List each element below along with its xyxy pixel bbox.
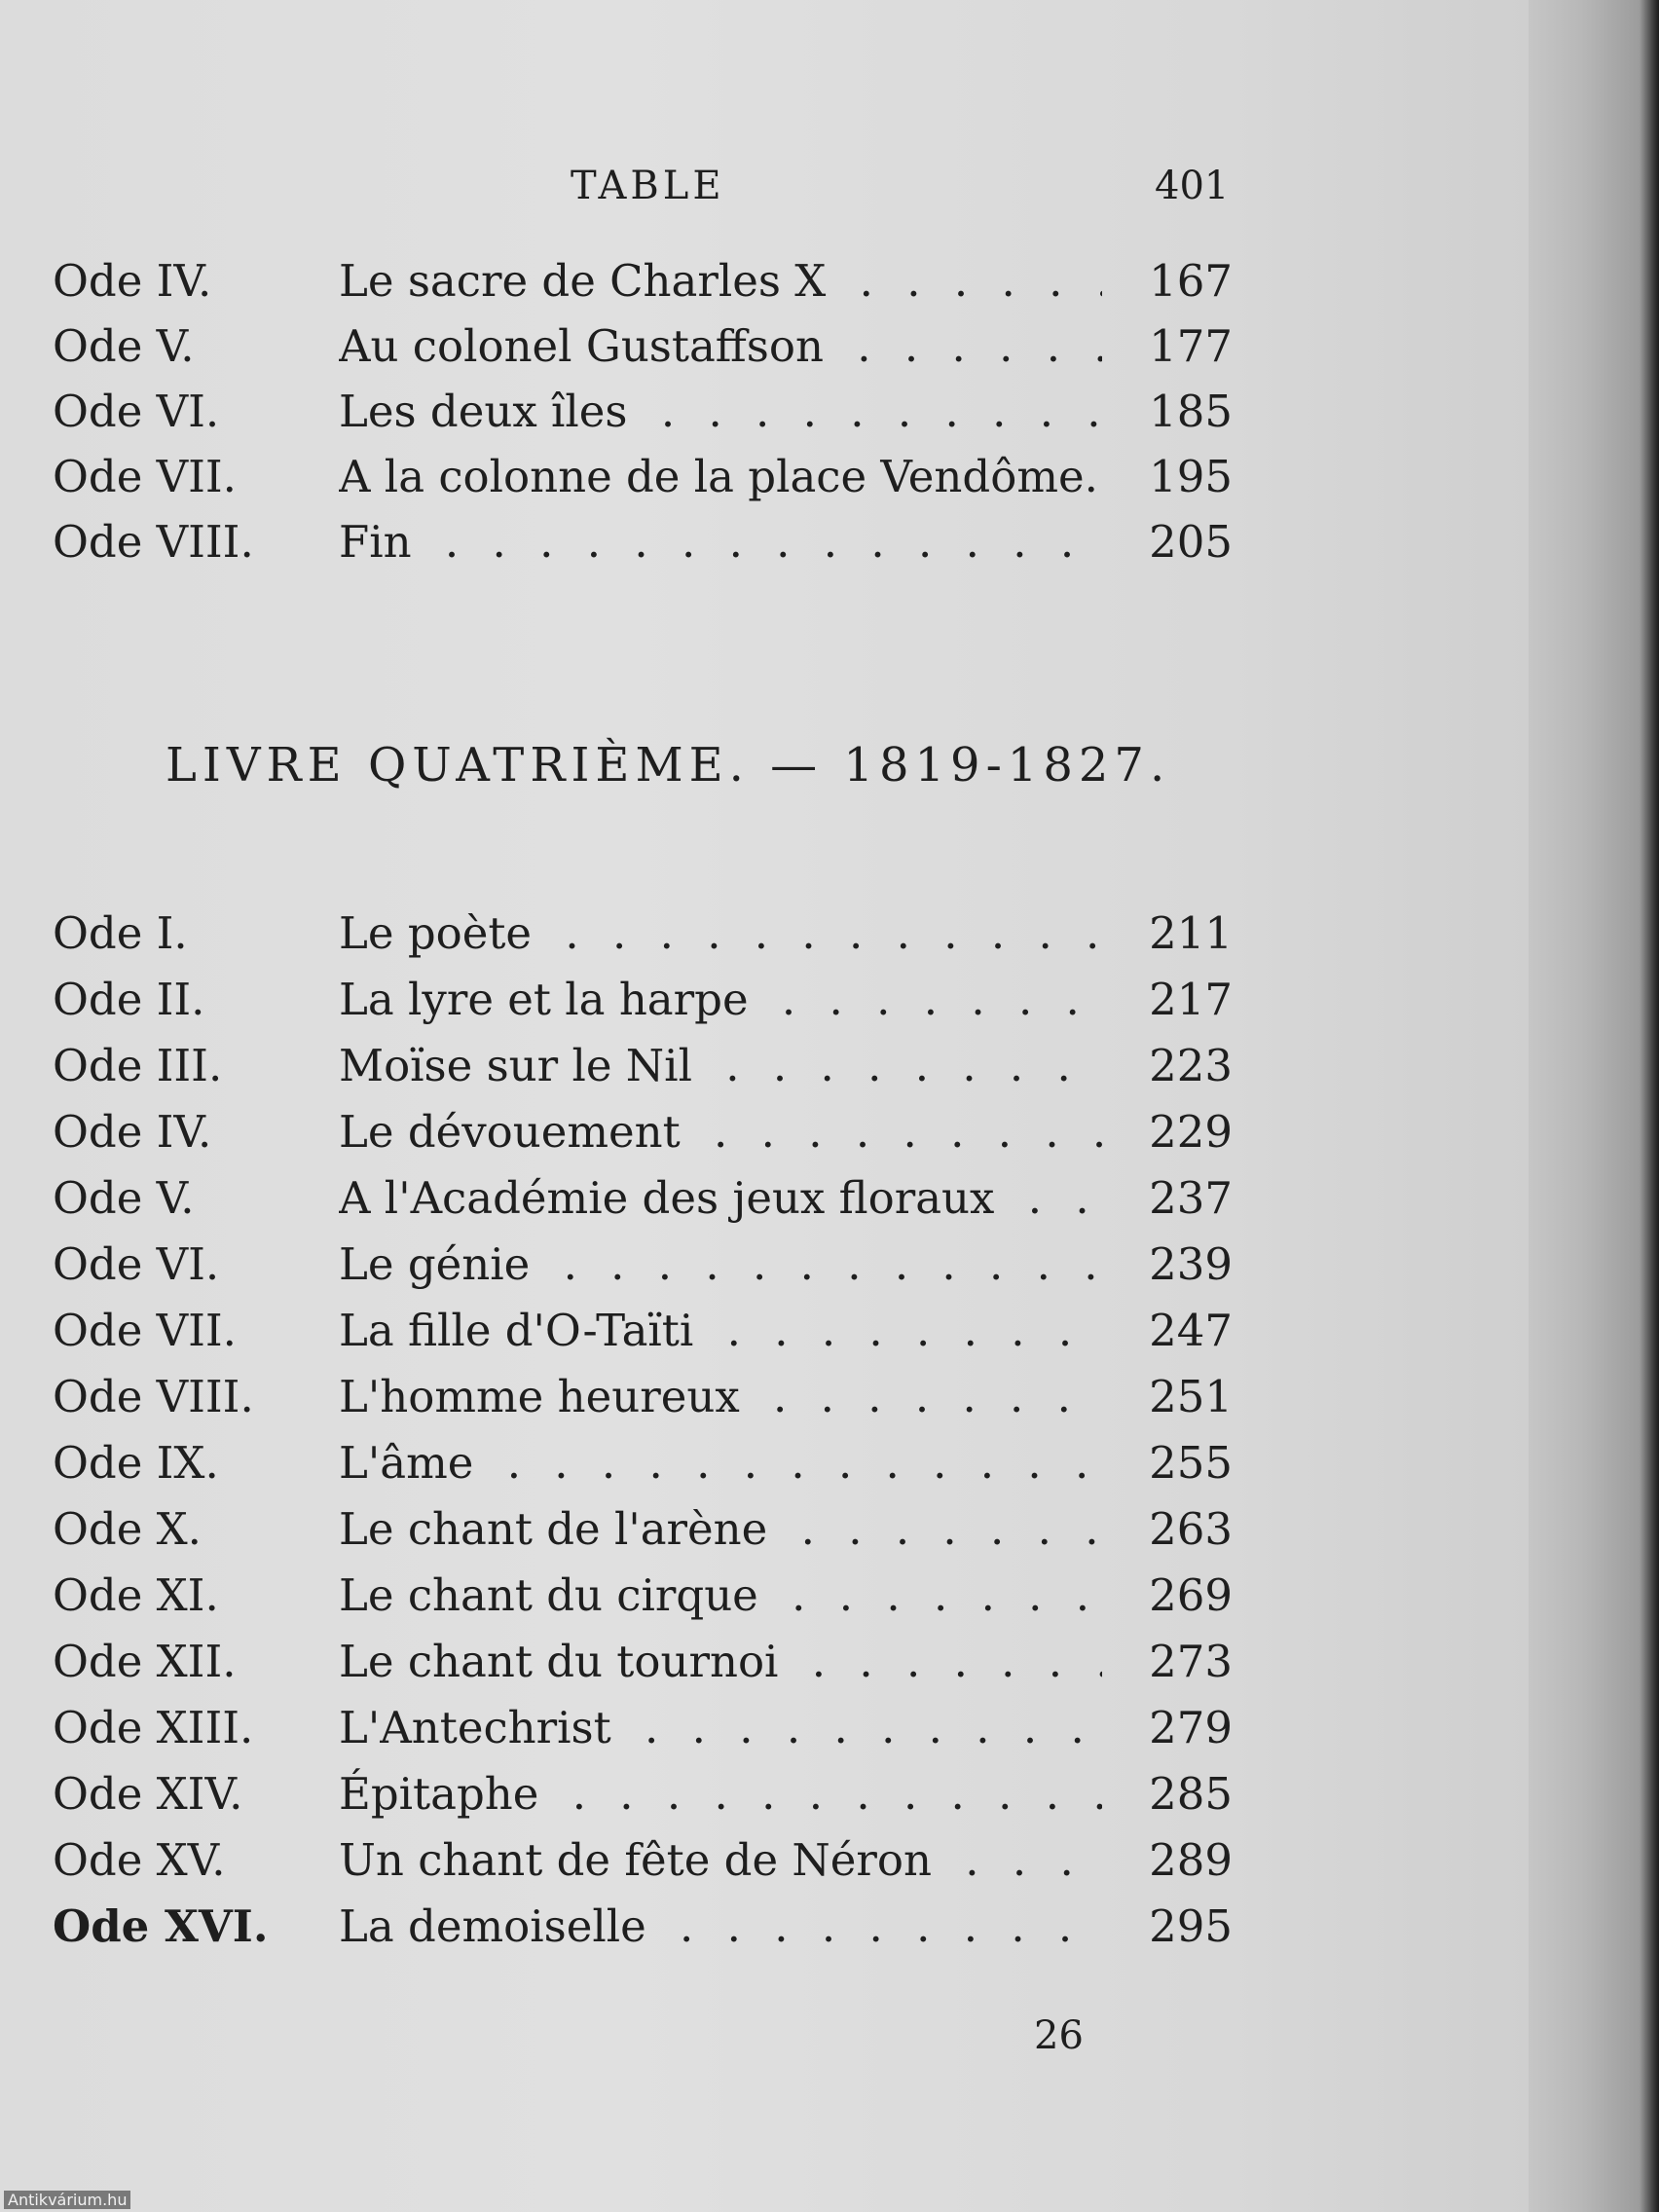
- ode-title: L'Antechrist . . .: [339, 1702, 1102, 1753]
- ode-number: Ode III.: [53, 1040, 223, 1091]
- ode-title: A la colonne de la place Vendôme. . . .: [339, 451, 1102, 502]
- toc-list-bottom: [0, 907, 1659, 1967]
- toc-row: [0, 451, 1659, 516]
- toc-row: [0, 907, 1659, 974]
- toc-row: [0, 1768, 1659, 1834]
- ode-title: Un chant de fête de Néron . . .: [339, 1834, 1102, 1886]
- ode-page: 255: [1149, 1437, 1233, 1489]
- ode-page: 273: [1149, 1636, 1233, 1687]
- toc-row: [0, 1900, 1659, 1967]
- ode-number: Ode IV.: [53, 255, 212, 307]
- ode-page: 269: [1149, 1569, 1233, 1621]
- ode-page: 289: [1149, 1834, 1233, 1886]
- ode-title: La demoiselle . . .: [339, 1900, 1102, 1952]
- toc-row: [0, 1636, 1659, 1702]
- ode-number: Ode IV.: [53, 1106, 212, 1158]
- toc-row: [0, 1503, 1659, 1569]
- toc-row: [0, 1371, 1659, 1437]
- toc-row: [0, 1040, 1659, 1106]
- ode-number: Ode V.: [53, 1172, 195, 1224]
- ode-title: Moïse sur le Nil . . .: [339, 1040, 1102, 1091]
- section-heading: LIVRE QUATRIÈME. — 1819-1827.: [166, 738, 1171, 793]
- ode-page: 177: [1149, 320, 1233, 372]
- ode-number: Ode VII.: [53, 1305, 237, 1356]
- ode-number: Ode VIII.: [53, 1371, 254, 1422]
- ode-number: Ode XV.: [53, 1834, 226, 1886]
- ode-page: 167: [1149, 255, 1233, 307]
- toc-row: [0, 386, 1659, 451]
- ode-page: 239: [1149, 1238, 1233, 1290]
- toc-row: [0, 1106, 1659, 1172]
- ode-page: 229: [1149, 1106, 1233, 1158]
- toc-row: [0, 320, 1659, 386]
- watermark: Antikvárium.hu: [4, 2191, 130, 2209]
- ode-title: Épitaphe . . .: [339, 1768, 1102, 1820]
- ode-number: Ode I.: [53, 907, 188, 959]
- ode-page: 185: [1149, 386, 1233, 437]
- ode-page: 211: [1149, 907, 1233, 959]
- ode-number: Ode X.: [53, 1503, 202, 1555]
- ode-number: Ode V.: [53, 320, 195, 372]
- ode-title: Les deux îles . . .: [339, 386, 1102, 437]
- ode-title: La lyre et la harpe . . .: [339, 974, 1102, 1025]
- ode-number: Ode VIII.: [53, 516, 254, 568]
- ode-title: Le chant du cirque . . .: [339, 1569, 1102, 1621]
- toc-row: [0, 1569, 1659, 1636]
- toc-row: [0, 1172, 1659, 1238]
- running-title: TABLE: [571, 164, 725, 208]
- ode-title: L'homme heureux . . .: [339, 1371, 1102, 1422]
- ode-number: Ode XIV.: [53, 1768, 243, 1820]
- ode-number: Ode VII.: [53, 451, 237, 502]
- toc-row: [0, 974, 1659, 1040]
- ode-page: 223: [1149, 1040, 1233, 1091]
- ode-title: Fin . . .: [339, 516, 1102, 568]
- ode-number: Ode VI.: [53, 1238, 220, 1290]
- ode-number: Ode XIII.: [53, 1702, 254, 1753]
- ode-page: 295: [1149, 1900, 1233, 1952]
- ode-title: La fille d'O-Taïti . . .: [339, 1305, 1102, 1356]
- ode-page: 285: [1149, 1768, 1233, 1820]
- toc-row: [0, 1834, 1659, 1900]
- toc-row: [0, 255, 1659, 320]
- ode-page: 251: [1149, 1371, 1233, 1422]
- toc-row: [0, 1702, 1659, 1768]
- running-head: [0, 164, 1659, 218]
- ode-page: 279: [1149, 1702, 1233, 1753]
- ode-page: 217: [1149, 974, 1233, 1025]
- toc-row: [0, 516, 1659, 581]
- ode-title: Le sacre de Charles X . . .: [339, 255, 1102, 307]
- toc-row: [0, 1238, 1659, 1305]
- ode-title: Le dévouement . . .: [339, 1106, 1102, 1158]
- ode-title: Le chant du tournoi . . .: [339, 1636, 1102, 1687]
- ode-page: 237: [1149, 1172, 1233, 1224]
- page-number: 401: [1155, 164, 1230, 208]
- ode-page: 205: [1149, 516, 1233, 568]
- ode-page: 247: [1149, 1305, 1233, 1356]
- toc-row: [0, 1437, 1659, 1503]
- toc-list-top: [0, 255, 1659, 581]
- ode-title: Le génie . . .: [339, 1238, 1102, 1290]
- signature-mark: 26: [1034, 2013, 1084, 2058]
- ode-page: 195: [1149, 451, 1233, 502]
- ode-page: 263: [1149, 1503, 1233, 1555]
- ode-title: Au colonel Gustaffson . . .: [339, 320, 1102, 372]
- ode-number: Ode II.: [53, 974, 205, 1025]
- ode-title: L'âme . . .: [339, 1437, 1102, 1489]
- ode-title: A l'Académie des jeux floraux . . .: [339, 1172, 1102, 1224]
- ode-number: Ode XVI.: [53, 1900, 269, 1952]
- ode-number: Ode XI.: [53, 1569, 219, 1621]
- ode-title: Le poète . . .: [339, 907, 1102, 959]
- ode-title: Le chant de l'arène . . .: [339, 1503, 1102, 1555]
- toc-row: [0, 1305, 1659, 1371]
- ode-number: Ode IX.: [53, 1437, 219, 1489]
- ode-number: Ode XII.: [53, 1636, 237, 1687]
- ode-number: Ode VI.: [53, 386, 220, 437]
